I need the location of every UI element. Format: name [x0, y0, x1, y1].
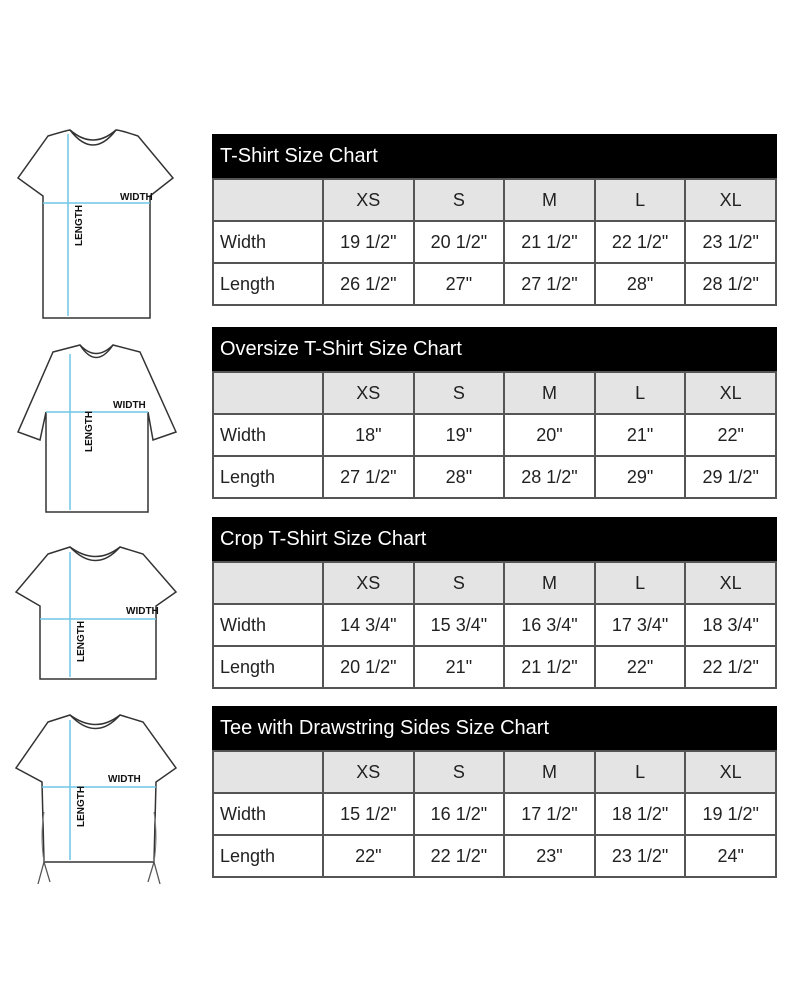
chart-title: Oversize T-Shirt Size Chart — [212, 327, 777, 371]
size-l: L — [595, 751, 686, 793]
size-m: M — [504, 372, 595, 414]
size-m: M — [504, 179, 595, 221]
size-xl: XL — [685, 562, 776, 604]
size-s: S — [414, 562, 505, 604]
width-row — [213, 793, 776, 835]
width-value: 17 3/4" — [595, 604, 686, 646]
length-value: 23" — [504, 835, 595, 877]
chart-title: Tee with Drawstring Sides Size Chart — [212, 706, 777, 750]
size-table — [212, 371, 777, 499]
row-label-width: Width — [213, 414, 323, 456]
size-xl: XL — [685, 751, 776, 793]
width-value: 15 3/4" — [414, 604, 505, 646]
drawstring-shirt-outline-icon — [8, 712, 178, 890]
size-xs: XS — [323, 562, 414, 604]
size-l: L — [595, 562, 686, 604]
length-value: 22" — [595, 646, 686, 688]
length-row — [213, 456, 776, 498]
chart-title: Crop T-Shirt Size Chart — [212, 517, 777, 561]
width-value: 18" — [323, 414, 414, 456]
size-l: L — [595, 179, 686, 221]
oversize-diagram — [8, 342, 178, 517]
width-value: 18 3/4" — [685, 604, 776, 646]
length-value: 29" — [595, 456, 686, 498]
length-value: 27 1/2" — [323, 456, 414, 498]
row-label-width: Width — [213, 793, 323, 835]
length-value: 28 1/2" — [504, 456, 595, 498]
corner-cell — [213, 179, 323, 221]
size-header-row — [213, 751, 776, 793]
corner-cell — [213, 562, 323, 604]
width-value: 22" — [685, 414, 776, 456]
crop-size-chart — [212, 517, 777, 689]
length-value: 29 1/2" — [685, 456, 776, 498]
size-table — [212, 750, 777, 878]
size-s: S — [414, 179, 505, 221]
size-header-row — [213, 562, 776, 604]
width-value: 18 1/2" — [595, 793, 686, 835]
length-value: 22 1/2" — [685, 646, 776, 688]
width-value: 14 3/4" — [323, 604, 414, 646]
size-xs: XS — [323, 179, 414, 221]
width-row — [213, 604, 776, 646]
length-row — [213, 835, 776, 877]
length-label: LENGTH — [76, 785, 87, 827]
row-label-length: Length — [213, 835, 323, 877]
size-l: L — [595, 372, 686, 414]
length-label: LENGTH — [84, 410, 95, 452]
oversize-shirt-outline-icon — [8, 342, 178, 517]
drawstring-size-chart — [212, 706, 777, 878]
width-value: 19" — [414, 414, 505, 456]
width-label: WIDTH — [120, 192, 153, 203]
length-label: LENGTH — [76, 620, 87, 662]
crop-diagram — [8, 544, 178, 684]
row-label-length: Length — [213, 456, 323, 498]
size-xs: XS — [323, 372, 414, 414]
size-header-row — [213, 179, 776, 221]
row-label-width: Width — [213, 221, 323, 263]
length-value: 23 1/2" — [595, 835, 686, 877]
crop-shirt-outline-icon — [8, 544, 178, 684]
row-label-length: Length — [213, 263, 323, 305]
tshirt-outline-icon — [8, 128, 178, 323]
width-row — [213, 414, 776, 456]
corner-cell — [213, 372, 323, 414]
drawstring-diagram — [8, 712, 178, 890]
tshirt-size-chart — [212, 134, 777, 306]
width-label: WIDTH — [126, 606, 159, 617]
length-value: 20 1/2" — [323, 646, 414, 688]
size-table — [212, 178, 777, 306]
width-value: 22 1/2" — [595, 221, 686, 263]
corner-cell — [213, 751, 323, 793]
size-s: S — [414, 372, 505, 414]
width-value: 16 3/4" — [504, 604, 595, 646]
length-value: 27 1/2" — [504, 263, 595, 305]
width-value: 19 1/2" — [323, 221, 414, 263]
width-value: 15 1/2" — [323, 793, 414, 835]
width-value: 21" — [595, 414, 686, 456]
length-row — [213, 263, 776, 305]
length-value: 21 1/2" — [504, 646, 595, 688]
chart-title: T-Shirt Size Chart — [212, 134, 777, 178]
oversize-size-chart — [212, 327, 777, 499]
length-value: 22" — [323, 835, 414, 877]
length-value: 27" — [414, 263, 505, 305]
length-value: 26 1/2" — [323, 263, 414, 305]
row-label-length: Length — [213, 646, 323, 688]
tshirt-diagram — [8, 128, 178, 323]
width-value: 21 1/2" — [504, 221, 595, 263]
width-row — [213, 221, 776, 263]
size-xl: XL — [685, 372, 776, 414]
size-m: M — [504, 751, 595, 793]
width-value: 16 1/2" — [414, 793, 505, 835]
width-value: 20" — [504, 414, 595, 456]
size-xl: XL — [685, 179, 776, 221]
width-value: 20 1/2" — [414, 221, 505, 263]
length-row — [213, 646, 776, 688]
size-header-row — [213, 372, 776, 414]
width-label: WIDTH — [113, 400, 146, 411]
length-label: LENGTH — [74, 204, 85, 246]
size-s: S — [414, 751, 505, 793]
row-label-width: Width — [213, 604, 323, 646]
size-xs: XS — [323, 751, 414, 793]
width-value: 17 1/2" — [504, 793, 595, 835]
length-value: 28 1/2" — [685, 263, 776, 305]
length-value: 28" — [595, 263, 686, 305]
size-table — [212, 561, 777, 689]
width-value: 23 1/2" — [685, 221, 776, 263]
length-value: 22 1/2" — [414, 835, 505, 877]
width-label: WIDTH — [108, 774, 141, 785]
length-value: 24" — [685, 835, 776, 877]
length-value: 21" — [414, 646, 505, 688]
width-value: 19 1/2" — [685, 793, 776, 835]
size-m: M — [504, 562, 595, 604]
length-value: 28" — [414, 456, 505, 498]
